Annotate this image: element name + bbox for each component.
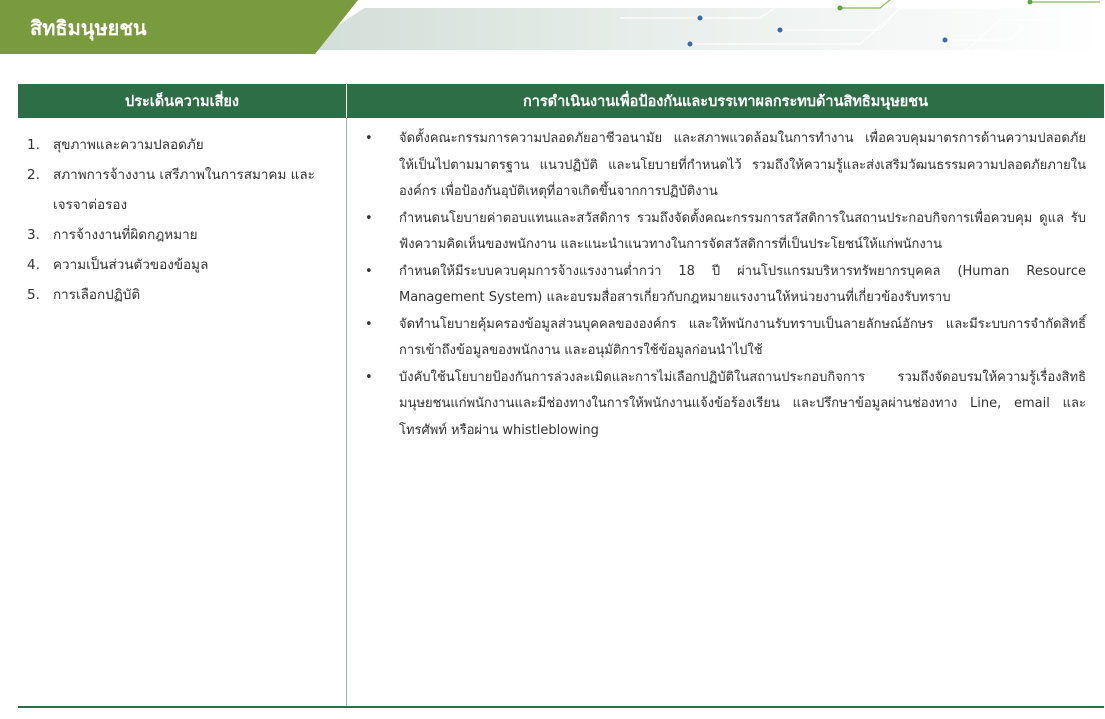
bullet-icon: • xyxy=(365,316,373,332)
action-text: จัดทำนโยบายคุ้มครองข้อมูลส่วนบุคคลขององค์กร และให้พนักงานรับทราบเป็นลายลักษณ์อักษร และมีระบบการจำกัดสิทธิ์การเข้าถึงข้อมูลของพนักงาน และอนุมัติการใช้ข้อมูลก่อนนำไปใช้ xyxy=(399,316,1086,358)
list-number: 3. xyxy=(27,227,40,243)
list-number: 4. xyxy=(27,257,40,273)
list-item xyxy=(27,220,337,250)
page-title: สิทธิมนุษยชน xyxy=(30,16,147,40)
actions-column xyxy=(347,118,1104,706)
action-text: กำหนดนโยบายค่าตอบแทนและสวัสดิการ รวมถึงจัดตั้งคณะกรรมการสวัสดิการในสถานประกอบกิจการเพื่อควบคุม ดูแล รับฟังความคิดเห็นของพนักงาน และแนะนำแนวทางในการจัดสวัสดิการที่เป็นประโยชน์ให้แก่พนักงาน xyxy=(399,210,1086,252)
list-item xyxy=(27,250,337,280)
list-item xyxy=(363,206,1086,259)
action-list xyxy=(363,126,1086,444)
risk-list xyxy=(27,130,337,310)
risk-text: สุขภาพและความปลอดภัย xyxy=(53,137,204,153)
list-number: 1. xyxy=(27,137,40,153)
table-header xyxy=(18,84,1104,118)
list-item xyxy=(363,126,1086,206)
list-number: 5. xyxy=(27,287,40,303)
table-body xyxy=(18,118,1104,708)
risk-column xyxy=(18,118,347,706)
list-item xyxy=(27,130,337,160)
risk-text: สภาพการจ้างงาน เสรีภาพในการสมาคม และเจรจาต่อรอง xyxy=(53,167,315,213)
action-text: บังคับใช้นโยบายป้องกันการล่วงละเมิดและการไม่เลือกปฏิบัติในสถานประกอบกิจการ รวมถึงจัดอบรมให้ความรู้เรื่องสิทธิมนุษยชนแก่พนักงานและมีช่องทางในการให้พนักงานแจ้งข้อร้องเรียน และปรึกษาข้อมูลผ่านช่องทาง Line, email และโทรศัพท์ หรือผ่าน whistleblowing xyxy=(399,369,1086,438)
list-item xyxy=(27,160,337,220)
list-item xyxy=(363,259,1086,312)
action-text: กำหนดให้มีระบบควบคุมการจ้างแรงงานต่ำกว่า 18 ปี ผ่านโปรแกรมบริหารทรัพยากรบุคคล (Human Resource Management System) และอบรมสื่อสารเกี่ยวกับกฎหมายแรงงานให้หน่วยงานที่เกี่ยวข้องรับทราบ xyxy=(399,263,1086,305)
action-text: จัดตั้งคณะกรรมการความปลอดภัยอาชีวอนามัย และสภาพแวดล้อมในการทำงาน เพื่อควบคุมมาตรการด้านความปลอดภัยให้เป็นไปตามมาตรฐาน แนวปฏิบัติ และนโยบายที่กำหนดไว้ รวมถึงให้ความรู้และส่งเสริมวัฒนธรรมความปลอดภัยภายในองค์กร เพื่อป้องกันอุบัติเหตุที่อาจเกิดขึ้นจากการปฏิบัติงาน xyxy=(399,131,1086,199)
column-header-actions: การดำเนินงานเพื่อป้องกันและบรรเทาผลกระทบด้านสิทธิมนุษยชน xyxy=(522,93,929,110)
list-number: 2. xyxy=(27,167,40,183)
section-banner xyxy=(0,0,1105,58)
list-item xyxy=(27,280,337,310)
risk-text: การเลือกปฏิบัติ xyxy=(53,287,141,303)
risk-table xyxy=(18,84,1104,708)
list-item xyxy=(363,365,1086,445)
risk-text: การจ้างงานที่ผิดกฎหมาย xyxy=(53,227,198,243)
bullet-icon: • xyxy=(365,210,373,226)
bullet-icon: • xyxy=(365,369,373,385)
bullet-icon: • xyxy=(365,131,373,146)
list-item xyxy=(363,312,1086,365)
column-header-risk: ประเด็นความเสี่ยง xyxy=(18,84,347,118)
circuit-decoration xyxy=(0,0,1105,58)
bullet-icon: • xyxy=(365,263,373,279)
risk-text: ความเป็นส่วนตัวของข้อมูล xyxy=(53,257,209,273)
